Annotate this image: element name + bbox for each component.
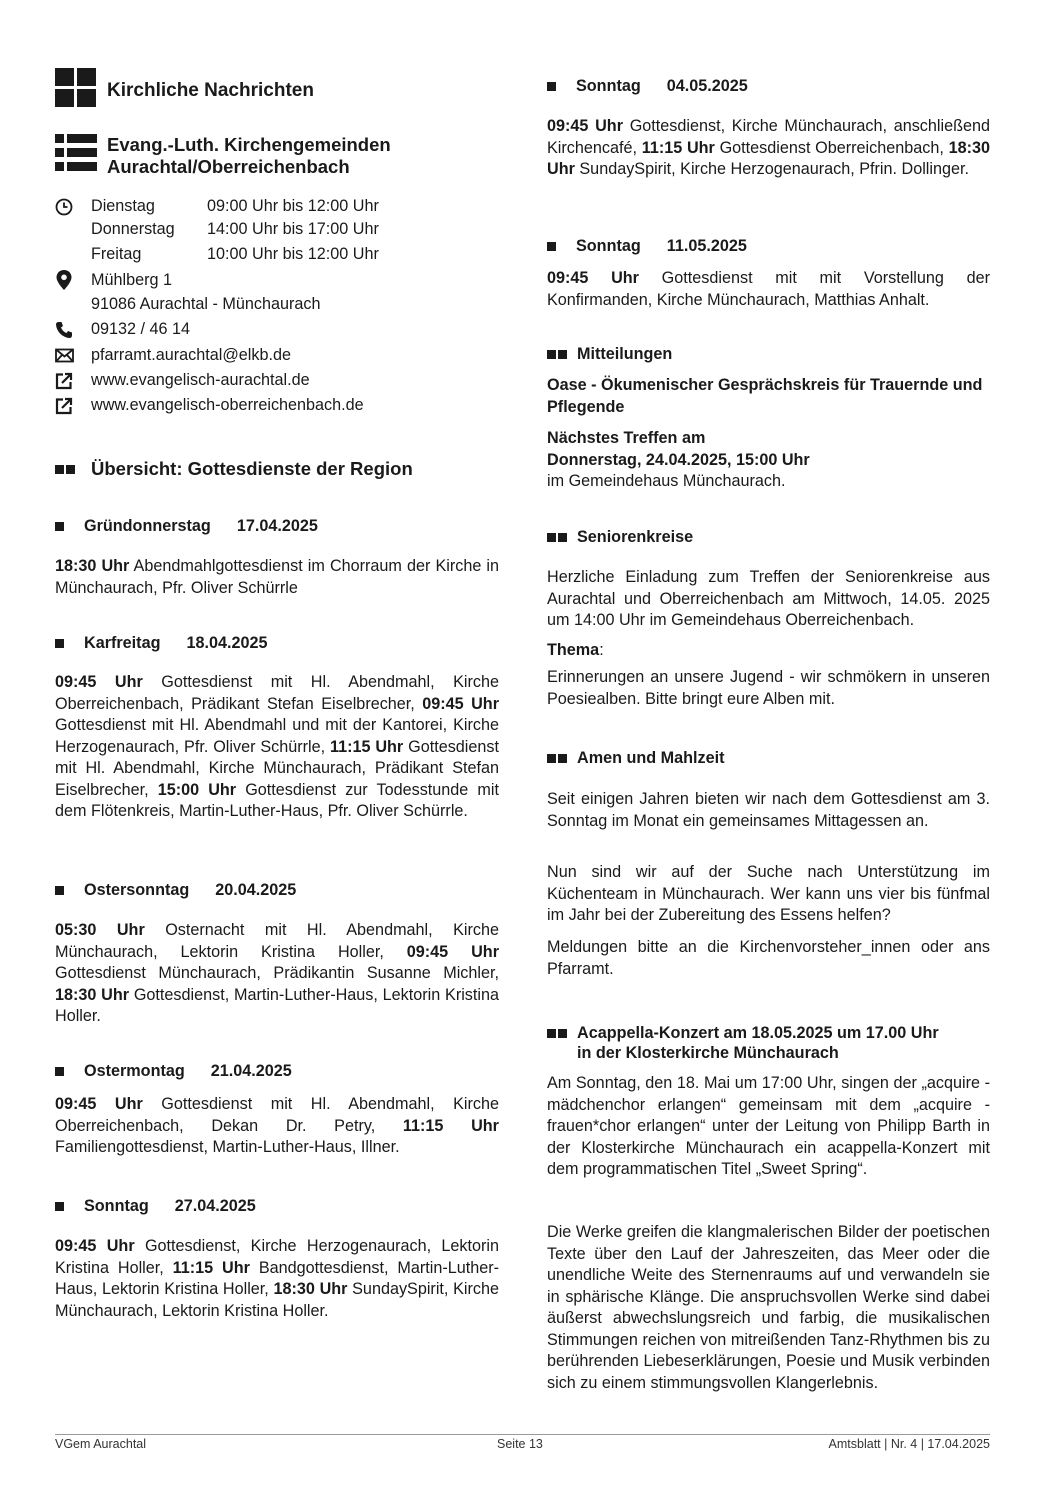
square-bullet-icon (55, 1202, 64, 1211)
amen-paragraph-1: Seit einigen Jahren bieten wir nach dem Gottesdienst am 3. Sonntag im Monat ein gemeinsames Mittagessen an. (547, 790, 990, 830)
double-square-bullet-icon (547, 754, 567, 763)
footer-page-number: Seite 13 (497, 1437, 543, 1451)
service-heading-sonntag-1105: Sonntag 11.05.2025 (547, 237, 747, 256)
service-heading-gruendonnerstag: Gründonnerstag 17.04.2025 (55, 517, 318, 536)
service-text-sonntag-2704: 09:45 Uhr Gottesdienst, Kirche Herzogenaurach, Lektorin Kristina Holler, 11:15 Uhr Bandgottesdienst, Martin-Luther-Haus, Lektorin Kristina Holler, 18:30 Uhr SundaySpirit, Kirche Münchaurach, Lektorin Kristina Holler. (55, 1237, 499, 1320)
web-row-2[interactable] (55, 395, 364, 416)
square-bullet-icon (547, 82, 556, 91)
service-text-sonntag-1105: 09:45 Uhr Gottesdienst mit mit Vorstellung der Konfirmanden, Kirche Münchaurach, Matthias Anhalt. (547, 269, 990, 309)
double-square-bullet-icon (55, 465, 75, 474)
double-square-bullet-icon (547, 350, 567, 359)
amen-heading: Amen und Mahlzeit (547, 749, 725, 768)
square-bullet-icon (55, 1067, 64, 1076)
service-heading-sonntag-2704: Sonntag 27.04.2025 (55, 1197, 256, 1216)
oase-title: Oase - Ökumenischer Gesprächskreis für Trauernde und Pflegende (547, 376, 983, 416)
square-bullet-icon (55, 522, 64, 531)
service-heading-karfreitag: Karfreitag 18.04.2025 (55, 634, 268, 653)
next-meeting-place: im Gemeindehaus Münchaurach. (547, 472, 786, 490)
konzert-paragraph-1: Am Sonntag, den 18. Mai um 17:00 Uhr, singen der „acquire - mädchenchor erlangen“ gemeinsam mit dem „acquire - frauen*chor erlangen“ unter der Leitung von Philipp Barth in der Klosterkirche Münchaurach ein acappella-Konzert mit dem programmatischen Titel „Sweet Spring“. (547, 1074, 990, 1178)
external-link-icon (55, 397, 91, 415)
konzert-paragraph-2: Die Werke greifen die klangmalerischen Bilder der poetischen Texte über den Lauf der Jahreszeiten, das Meer oder die unendliche Weite des Sternenraums auf und verwandeln sie in sphärische Klänge. Die anspruchsvollen Werke sind dabei äußerst abwechslungsreich und farbig, die musikalischen Stimmungen reichen von mitreißenden Tanz-Rhythmen bis zu berührenden Liebeserklärungen, Poesie und Musik verbinden sich zu einem stimmungsvollen Klangerlebnis. (547, 1223, 990, 1392)
service-text-gruendonnerstag: 18:30 Uhr Abendmahlgottesdienst im Chorraum der Kirche in Münchaurach, Pfr. Oliver Schürrle (55, 557, 500, 597)
amen-paragraph-3: Meldungen bitte an die Kirchenvorsteher_innen oder ans Pfarramt. (547, 938, 990, 978)
service-text-sonntag-0405: 09:45 Uhr Gottesdienst, Kirche Münchaurach, anschließend Kirchencafé, 11:15 Uhr Gottesdienst Oberreichenbach, 18:30 Uhr SundaySpirit, Kirche Herzogenaurach, Pfrin. Dollinger. (547, 117, 990, 178)
email-row[interactable] (55, 345, 291, 366)
website-link-oberreichenbach[interactable]: www.evangelisch-oberreichenbach.de (91, 396, 364, 414)
next-meeting-date: Donnerstag, 24.04.2025, 15:00 Uhr (547, 451, 810, 469)
org-title: Evang.-Luth. Kirchengemeinden Aurachtal/Oberreichenbach (107, 134, 391, 177)
double-square-bullet-icon (547, 533, 567, 542)
square-bullet-icon (55, 886, 64, 895)
external-link-icon (55, 372, 91, 390)
square-bullet-icon (55, 639, 64, 648)
hours-row-2: Donnerstag 14:00 Uhr bis 17:00 Uhr (91, 220, 379, 238)
footer-divider (55, 1434, 990, 1435)
website-link-aurachtal[interactable]: www.evangelisch-aurachtal.de (91, 371, 310, 389)
location-pin-icon (55, 269, 91, 291)
senioren-thema-text: Erinnerungen an unsere Jugend - wir schmökern in unseren Poesiealben. Bitte bringt eure Alben mit. (547, 668, 990, 708)
service-text-ostermontag: 09:45 Uhr Gottesdienst mit Hl. Abendmahl, Kirche Oberreichenbach, Dekan Dr. Petry, 11:15 Uhr Familiengottesdienst, Martin-Luther-Haus, Illner. (55, 1095, 499, 1156)
kirchliche-icon (55, 68, 97, 113)
envelope-icon (55, 348, 91, 363)
phone-row: 09132 / 46 14 (55, 319, 190, 340)
mitteilungen-heading: Mitteilungen (547, 345, 672, 364)
square-bullet-icon (547, 242, 556, 251)
seniorenkreise-heading: Seniorenkreise (547, 528, 693, 547)
org-icon (55, 134, 97, 179)
senioren-text: Herzliche Einladung zum Treffen der Seniorenkreise aus Aurachtal und Oberreichenbach am Mittwoch, 14.05. 2025 um 14:00 Uhr im Gemeindehaus Oberreichenbach. (547, 568, 990, 629)
web-row-1[interactable] (55, 370, 310, 391)
service-heading-ostersonntag: Ostersonntag 20.04.2025 (55, 881, 296, 900)
section-title: Kirchliche Nachrichten (107, 80, 314, 101)
konzert-heading: Acappella-Konzert am 18.05.2025 um 17.00 Uhr in der Klosterkirche Münchaurach (547, 1023, 939, 1063)
amen-paragraph-2: Nun sind wir auf der Suche nach Unterstützung im Küchenteam in Münchaurach. Wer kann uns vier bis fünfmal im Jahr bei der Zubereitung des Essens helfen? (547, 863, 990, 924)
footer-right: Amtsblatt | Nr. 4 | 17.04.2025 (828, 1437, 990, 1451)
senioren-thema: Thema: (547, 641, 604, 659)
clock-icon (55, 198, 91, 216)
email-link[interactable]: pfarramt.aurachtal@elkb.de (91, 346, 291, 364)
service-heading-sonntag-0405: Sonntag 04.05.2025 (547, 77, 748, 96)
service-text-ostersonntag: 05:30 Uhr Osternacht mit Hl. Abendmahl, Kirche Münchaurach, Lektorin Kristina Holler, 09:45 Uhr Gottesdienst Münchaurach, Prädikantin Susanne Michler, 18:30 Uhr Gottesdienst, Martin-Luther-Haus, Lektorin Kristina Holler. (55, 921, 499, 1025)
hours-row-3: Freitag 10:00 Uhr bis 12:00 Uhr (91, 245, 379, 263)
service-text-karfreitag: 09:45 Uhr Gottesdienst mit Hl. Abendmahl, Kirche Oberreichenbach, Prädikant Stefan Eiselbrecher, 09:45 Uhr Gottesdienst mit Hl. Abendmahl und mit der Kantorei, Kirche Herzogenaurach, Pfr. Oliver Schürrle, 11:15 Uhr Gottesdienst mit Hl. Abendmahl, Kirche Münchaurach, Prädikant Stefan Eiselbrecher, 15:00 Uhr Gottesdienst zur Todesstunde mit dem Flötenkreis, Martin-Luther-Haus, Pfr. Oliver Schürrle. (55, 673, 499, 820)
footer-left: VGem Aurachtal (55, 1437, 147, 1451)
next-meeting-label: Nächstes Treffen am (547, 429, 706, 447)
service-heading-ostermontag: Ostermontag 21.04.2025 (55, 1062, 292, 1081)
hours-row-1: Dienstag 09:00 Uhr bis 12:00 Uhr (55, 196, 379, 217)
address-row-2: 91086 Aurachtal - Münchaurach (91, 295, 321, 313)
overview-heading: Übersicht: Gottesdienste der Region (55, 458, 413, 480)
address-row-1: Mühlberg 1 (55, 269, 172, 291)
double-square-bullet-icon (547, 1029, 567, 1038)
phone-icon (55, 321, 91, 339)
